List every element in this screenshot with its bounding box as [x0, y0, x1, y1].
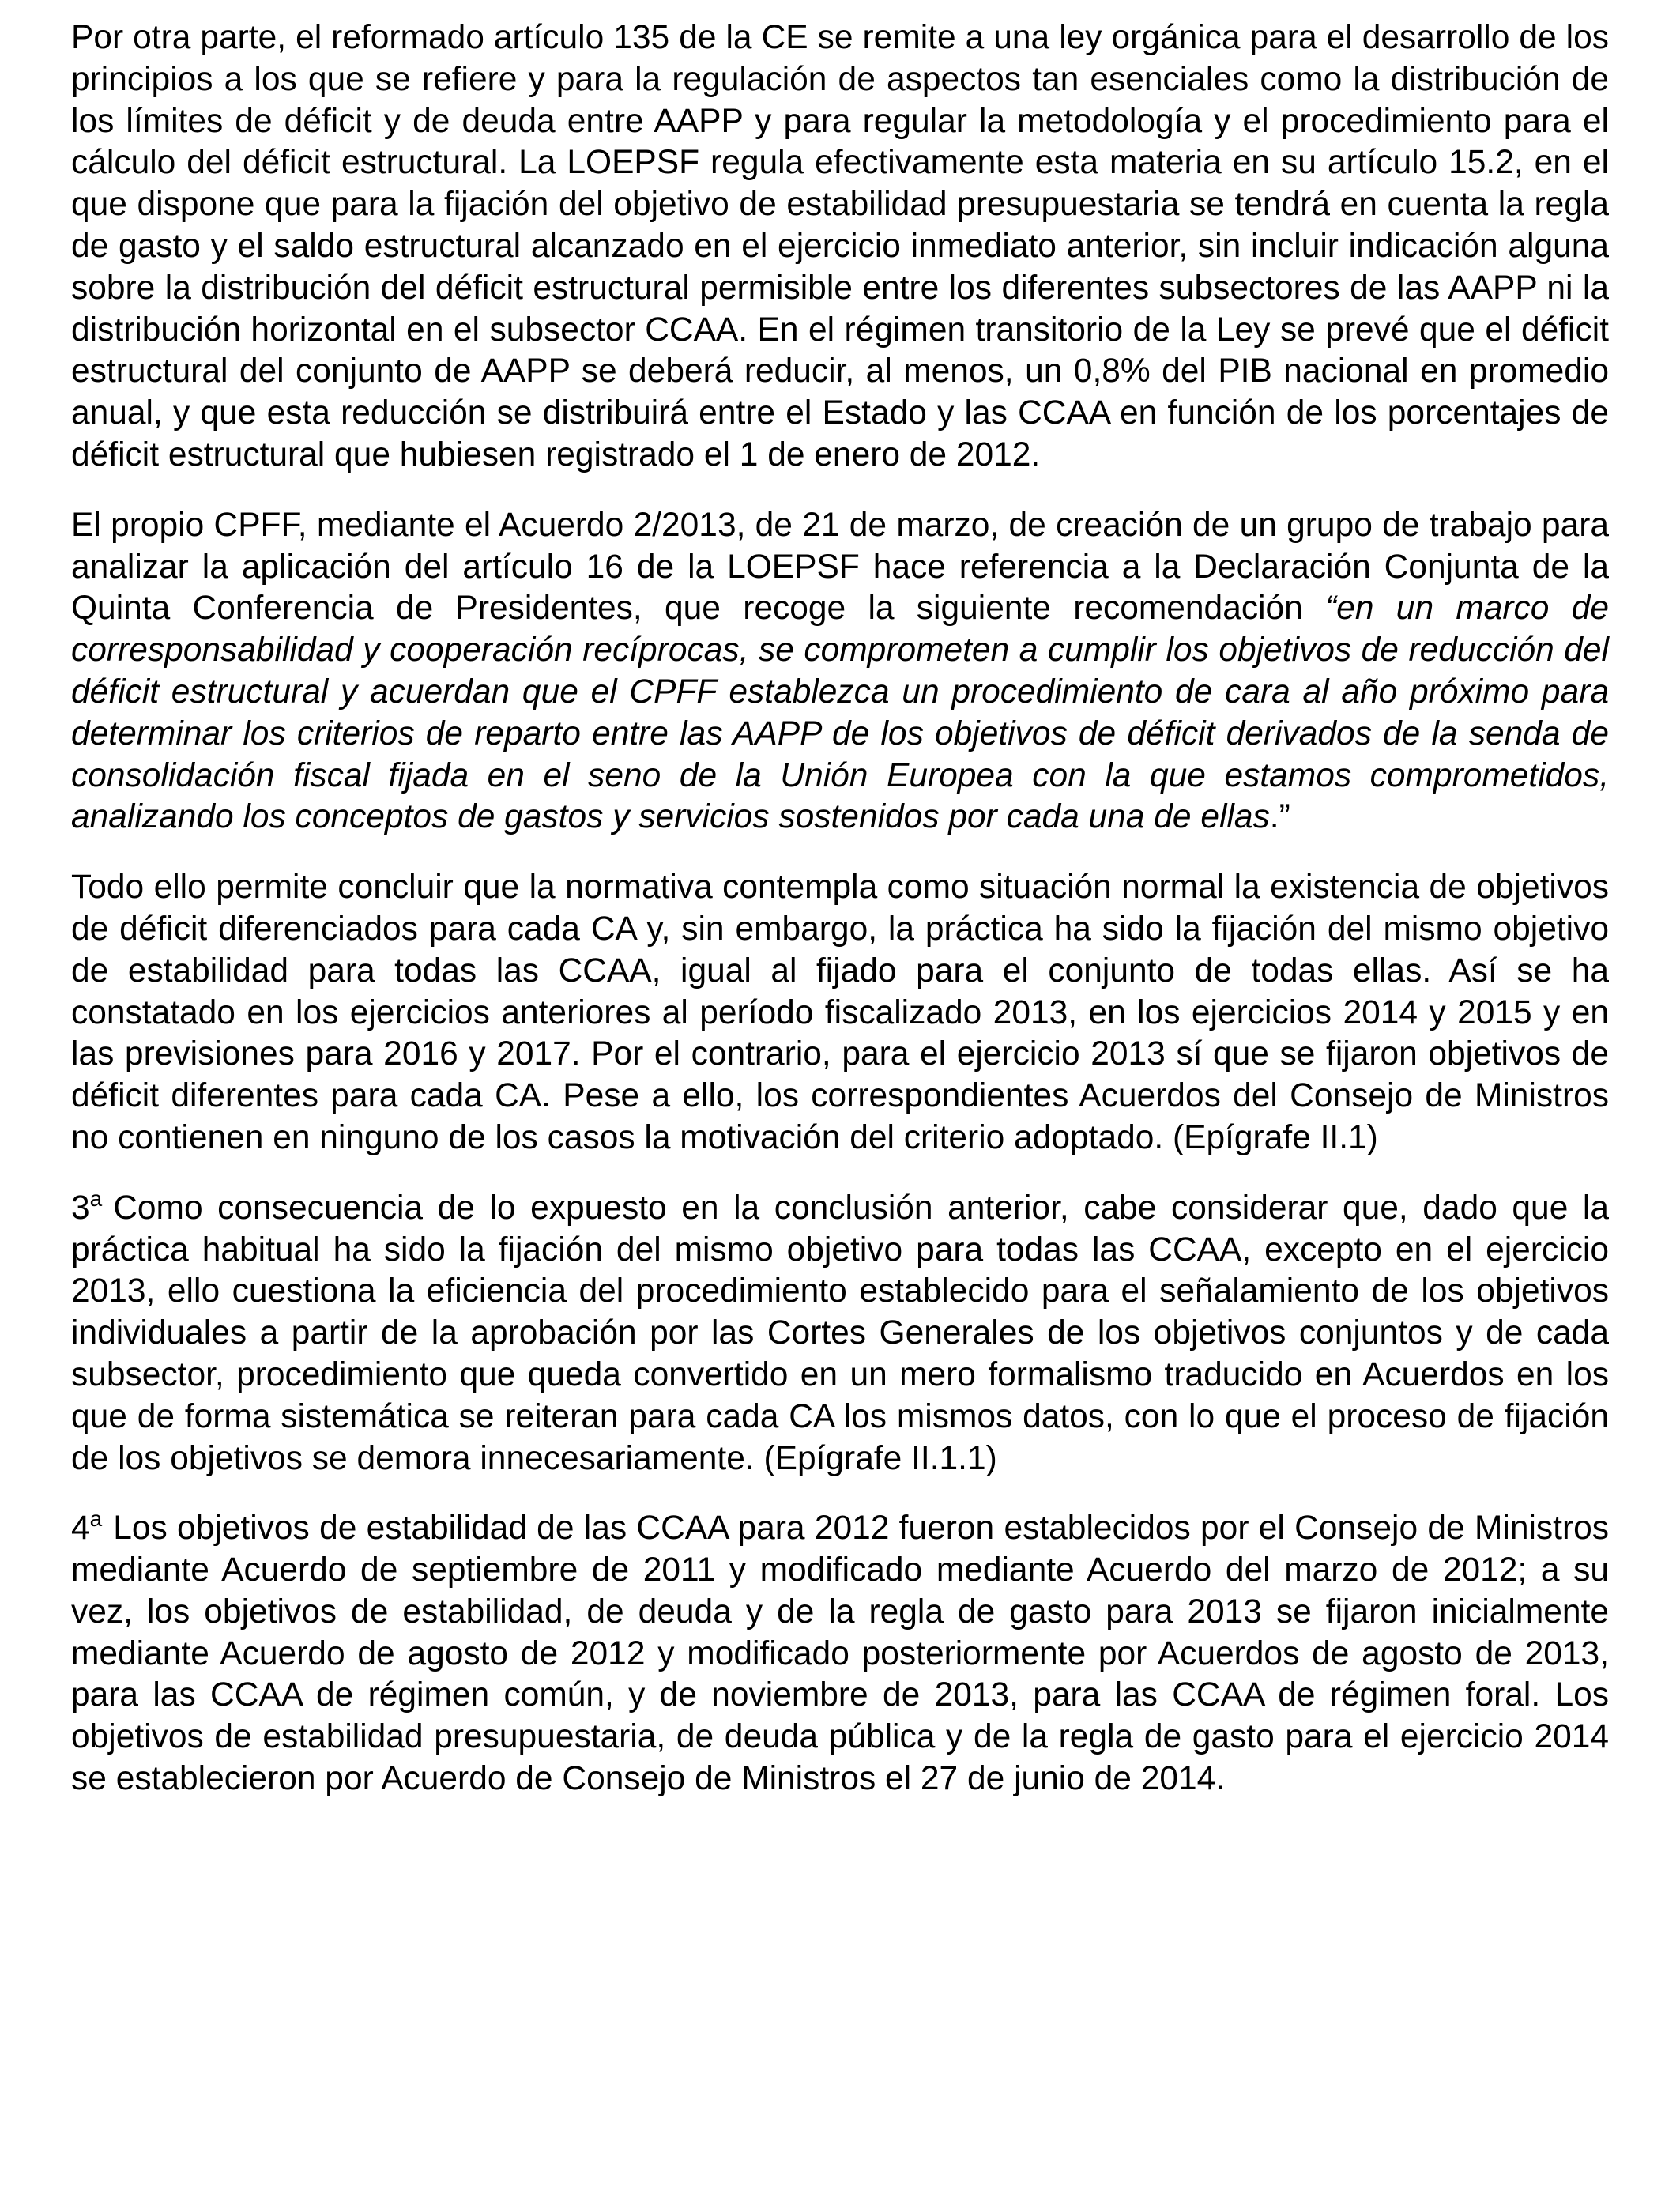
paragraph-article-135: Por otra parte, el reformado artículo 135 de la CE se remite a una ley orgánica para el desarrollo de los principios a los que se refiere y para la regulación de aspectos tan esenciales como la distribución de los límites de déficit y de deuda entre AAPP y para regular la metodología y el procedimiento para el cálculo del déficit estructural. La LOEPSF regula efectivamente esta materia en su artículo 15.2, en el que dispone que para la fijación del objetivo de estabilidad presupuestaria se tendrá en cuenta la regla de gasto y el saldo estructural alcanzado en el ejercicio inmediato anterior, sin incluir indicación alguna sobre la distribución del déficit estructural permisible entre los diferentes subsectores de las AAPP ni la distribución horizontal en el subsector CCAA. En el régimen transitorio de la Ley se prevé que el déficit estructural del conjunto de AAPP se deberá reducir, al menos, un 0,8% del PIB nacional en promedio anual, y que esta reducción se distribuirá entre el Estado y las CCAA en función de los porcentajes de déficit estructural que hubiesen registrado el 1 de enero de 2012.	[71, 19, 1609, 473]
conclusion-4	[71, 1508, 1609, 1800]
conclusion-text: Los objetivos de estabilidad de las CCAA para 2012 fueron establecidos por el Consejo de Ministros mediante Acuerdo de septiembre de 2011 y modificado mediante Acuerdo del marzo de 2012; a su vez, los objetivos de estabilidad, de deuda y de la regla de gasto para 2013 se fijaron inicialmente mediante Acuerdo de agosto de 2012 y modificado posteriormente por Acuerdos de agosto de 2013, para las CCAA de régimen común, y de noviembre de 2013, para las CCAA de régimen foral. Los objetivos de estabilidad presupuestaria, de deuda pública y de la regla de gasto para el ejercicio 2014 se establecieron por Acuerdo de Consejo de Ministros el 27 de junio de 2014.	[71, 1510, 1609, 1798]
quote-closing: .”	[1269, 798, 1290, 836]
conclusion-3	[71, 1188, 1609, 1480]
document-page	[71, 17, 1609, 1824]
ordinal-digit: 3	[71, 1189, 90, 1227]
paragraph-cpff-agreement	[71, 505, 1609, 839]
ordinal-digit: 4	[71, 1510, 90, 1547]
paragraph-conclusion-normative: Todo ello permite concluir que la normativa contempla como situación normal la existencia de objetivos de déficit diferenciados para cada CA y, sin embargo, la práctica ha sido la fijación del mismo objetivo de estabilidad para todas las CCAA, igual al fijado para el conjunto de todas ellas. Así se ha constatado en los ejercicios anteriores al período fiscalizado 2013, en los ejercicios 2014 y 2015 y en las previsiones para 2016 y 2017. Por el contrario, para el ejercicio 2013 sí que se fijaron objetivos de déficit diferentes para cada CA. Pese a ello, los correspondientes Acuerdos del Consejo de Ministros no contienen en ninguno de los casos la motivación del criterio adoptado. (Epígrafe II.1)	[71, 869, 1609, 1156]
quoted-recommendation: “en un marco de corresponsabilidad y cooperación recíprocas, se comprometen a cumplir los objetivos de reducción del déficit estructural y acuerdan que el CPFF establezca un procedimiento de cara al año próximo para determinar los criterios de reparto entre las AAPP de los objetivos de déficit derivados de la senda de consolidación fiscal fijada en el seno de la Unión Europea con la que estamos comprometidos, analizando los conceptos de gastos y servicios sostenidos por cada una de ellas	[71, 590, 1609, 836]
conclusion-number	[71, 1508, 102, 1550]
conclusion-text: Como consecuencia de lo expuesto en la conclusión anterior, cabe considerar que, dado que la práctica habitual ha sido la fijación del mismo objetivo para todas las CCAA, excepto en el ejercicio 2013, ello cuestiona la eficiencia del procedimiento establecido para el señalamiento de los objetivos individuales a partir de la aprobación por las Cortes Generales de los objetivos conjuntos y de cada subsector, procedimiento que queda convertido en un mero formalismo traducido en Acuerdos en los que de forma sistemática se reiteran para cada CA los mismos datos, con lo que el proceso de fijación de los objetivos se demora innecesariamente. (Epígrafe II.1.1)	[71, 1189, 1609, 1477]
conclusion-number	[71, 1188, 102, 1230]
ordinal-indicator: a	[89, 1506, 103, 1532]
paragraph-lead-text: El propio CPFF, mediante el Acuerdo 2/2013, de 21 de marzo, de creación de un grupo de trabajo para analizar la aplicación del artículo 16 de la LOEPSF hace referencia a la Declaración Conjunta de la Quinta Conferencia de Presidentes, que recoge la siguiente recomendación	[71, 506, 1609, 628]
ordinal-indicator: a	[89, 1186, 103, 1211]
